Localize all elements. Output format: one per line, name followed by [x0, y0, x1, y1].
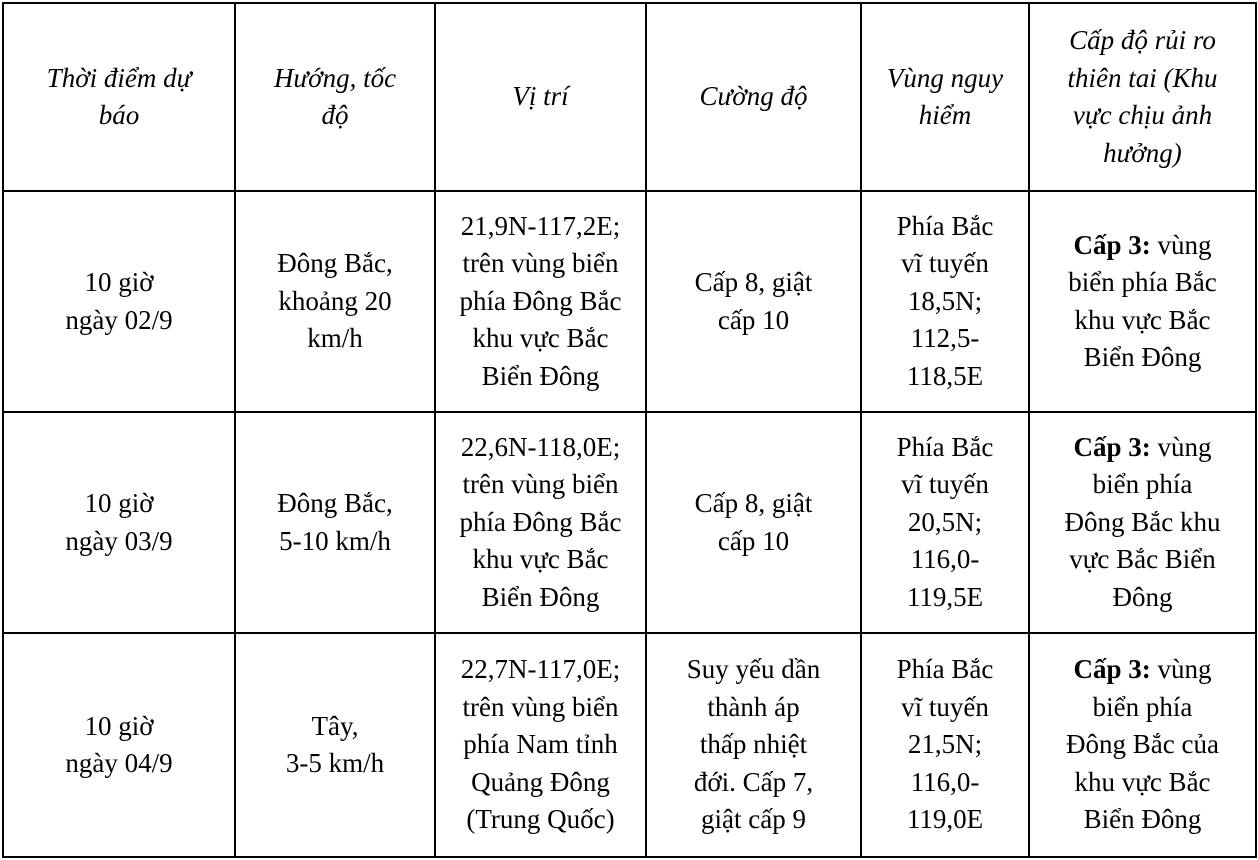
risk-area-text: vùng biển phía Bắc khu vực Bắc Biển Đông: [1068, 229, 1217, 372]
cell-risk: [1029, 633, 1256, 857]
cell-position: 22,7N-117,0E; trên vùng biển phía Nam tỉnh Quảng Đông (Trung Quốc): [435, 633, 646, 857]
table-row: [3, 633, 1256, 857]
cell-risk: [1029, 191, 1256, 412]
cell-intensity: Cấp 8, giật cấp 10: [646, 191, 861, 412]
table-header-row: [3, 3, 1256, 191]
cell-direction: Đông Bắc, 5-10 km/h: [235, 412, 435, 633]
risk-level-label: Cấp 3:: [1073, 229, 1151, 260]
risk-level-label: Cấp 3:: [1073, 431, 1151, 462]
header-forecast-time: Thời điểm dự báo: [3, 3, 235, 191]
cell-risk: [1029, 412, 1256, 633]
cell-direction: Đông Bắc, khoảng 20 km/h: [235, 191, 435, 412]
table-row: [3, 191, 1256, 412]
cell-danger-zone: Phía Bắc vĩ tuyến 18,5N; 112,5- 118,5E: [861, 191, 1029, 412]
cell-position: 22,6N-118,0E; trên vùng biển phía Đông Bắc khu vực Bắc Biển Đông: [435, 412, 646, 633]
cell-intensity: Cấp 8, giật cấp 10: [646, 412, 861, 633]
table-row: [3, 412, 1256, 633]
header-intensity: Cường độ: [646, 3, 861, 191]
cell-time: 10 giờ ngày 04/9: [3, 633, 235, 857]
risk-area-text: vùng biển phía Đông Bắc của khu vực Bắc Biển Đông: [1066, 654, 1219, 835]
cell-time: 10 giờ ngày 03/9: [3, 412, 235, 633]
header-position: Vị trí: [435, 3, 646, 191]
cell-position: 21,9N-117,2E; trên vùng biển phía Đông Bắc khu vực Bắc Biển Đông: [435, 191, 646, 412]
cell-danger-zone: Phía Bắc vĩ tuyến 21,5N; 116,0- 119,0E: [861, 633, 1029, 857]
cell-direction: Tây, 3-5 km/h: [235, 633, 435, 857]
risk-level-label: Cấp 3:: [1073, 654, 1151, 685]
header-risk-level: Cấp độ rủi ro thiên tai (Khu vực chịu ảnh hưởng): [1029, 3, 1256, 191]
forecast-table: [2, 2, 1257, 858]
cell-danger-zone: Phía Bắc vĩ tuyến 20,5N; 116,0- 119,5E: [861, 412, 1029, 633]
header-direction-speed: Hướng, tốc độ: [235, 3, 435, 191]
cell-intensity: Suy yếu dần thành áp thấp nhiệt đới. Cấp 7, giật cấp 9: [646, 633, 861, 857]
header-danger-zone: Vùng nguy hiểm: [861, 3, 1029, 191]
cell-time: 10 giờ ngày 02/9: [3, 191, 235, 412]
risk-area-text: vùng biển phía Đông Bắc khu vực Bắc Biển Đông: [1064, 431, 1221, 612]
